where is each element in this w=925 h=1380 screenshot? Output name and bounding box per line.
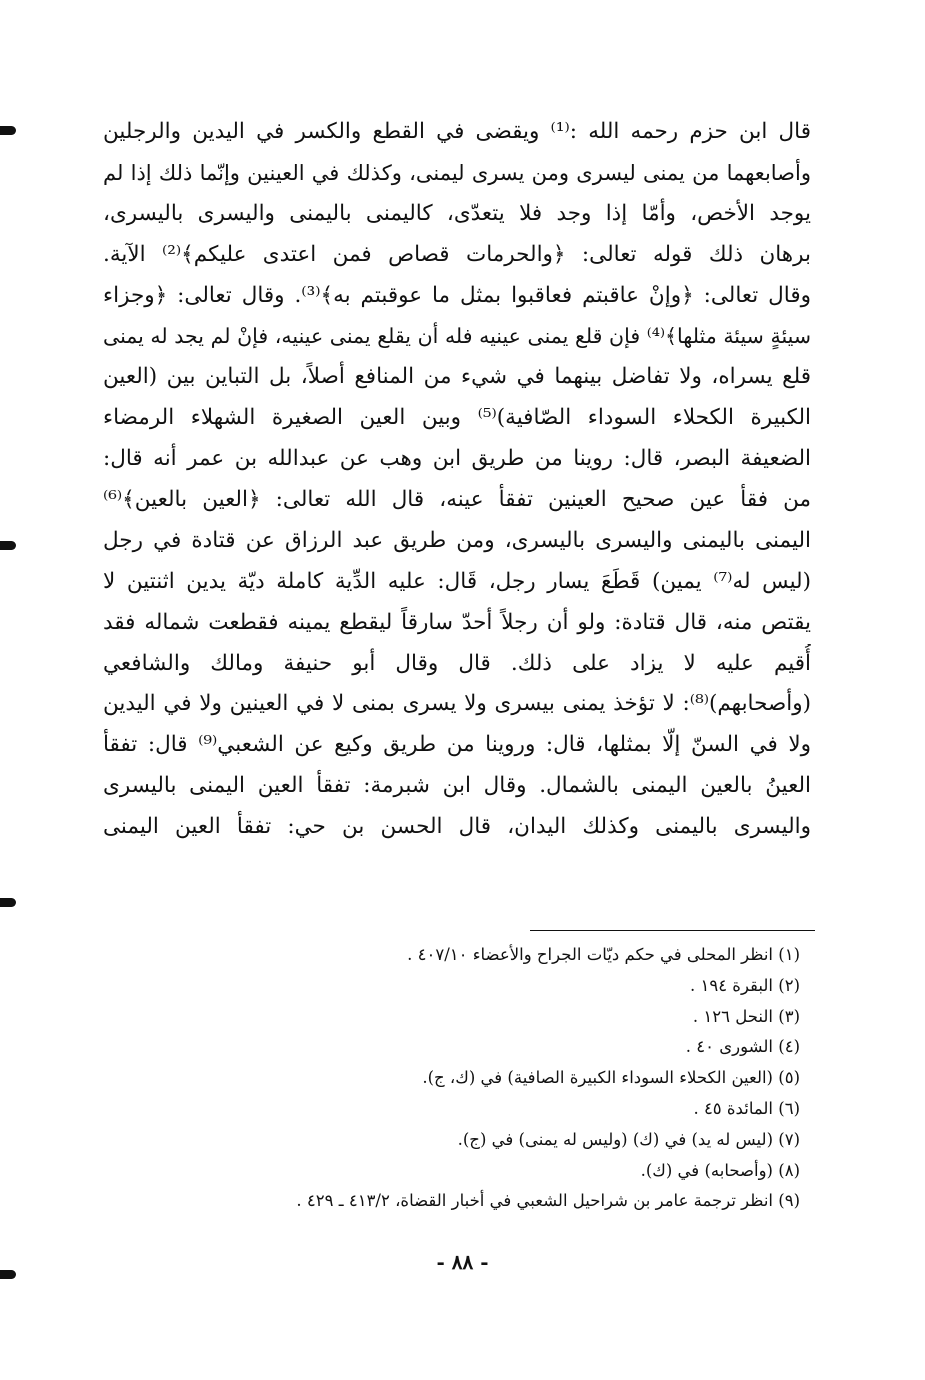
footnote-separator — [530, 930, 815, 931]
main-text — [103, 112, 811, 848]
footnote: (٩) انظر ترجمة عامر بن شراحيل الشعبي في أخبار القضاة، ٤١٣/٢ ـ ٤٢٩ . — [296, 1191, 800, 1211]
text-line: واليسرى باليمنى وكذلك اليدان، قال الحسن بن حي: تفقأ العين اليمنى — [103, 814, 811, 840]
text-line: (ليس له⁽⁷⁾ يمين) قَطَعَ يسار رجل، قَال: عليه الدِّية كاملة ديّة يدين اثنتين لا — [103, 568, 811, 594]
footnote: (٦) المائدة ٤٥ . — [693, 1098, 800, 1118]
text-line: الضعيفة البصر، قال: روينا من طريق ابن وهب عن عبدالله بن عمر أنه قال: — [103, 446, 811, 472]
text-line: قال ابن حزم رحمه الله :⁽¹⁾ ويقضى في القطع والكسر في اليدين والرجلين — [103, 119, 811, 144]
text-line: يوجد الأخص، وأمّا إذا وجد فلا يتعدّى، كاليمنى باليمنى واليسرى باليسرى، — [103, 200, 811, 226]
text-line: وأصابعهما من يمنى ليسرى ومن يسرى ليمنى، وكذلك في العينين وإنّما ذلك إذا لم — [103, 160, 811, 185]
footnote: (٨) (وأصحابه) في (ك). — [640, 1160, 800, 1180]
text-line: سيئةٍ سيئة مثلها﴾⁽⁴⁾ فإن قلع يمنى عينيه فله أن يقلع يمنى عينيه، فإنْ لم يجد له يمنى — [103, 324, 811, 349]
page-number: - ٨٨ - — [436, 1250, 489, 1274]
margin-mark — [0, 541, 16, 550]
footnote: (٥) (العين الكحلاء السوداء الكبيرة الصافية) في (ك، ج). — [422, 1068, 800, 1088]
footnote: (٧) (ليس له يد) في (ك) (وليس له يمنى) في (ج). — [457, 1129, 800, 1149]
text-line: من فقأ عين صحيح العينين تفقأ عينه، قال الله تعالى: ﴿العين بالعين﴾⁽⁶⁾ — [103, 487, 811, 513]
text-line: الكبيرة الكحلاء السوداء الصّافية)⁽⁵⁾ وبين العين الصغيرة الشهلاء الرمضاء — [103, 405, 811, 431]
text-line: وقال تعالى: ﴿وإنْ عاقبتم فعاقبوا بمثل ما عوقبتم به﴾⁽³⁾. وقال تعالى: ﴿وجزاء — [103, 282, 811, 308]
footnote: (٢) البقرة ١٩٤ . — [689, 975, 800, 995]
margin-mark — [0, 898, 16, 907]
text-line: (وأصحابهم)⁽⁸⁾: لا تؤخذ يمنى بيسرى ولا يسرى بمنى لا في العينين ولا في اليدين — [103, 691, 811, 717]
text-line: برهان ذلك قوله تعالى: ﴿والحرمات قصاص فمن اعتدى عليكم﴾⁽²⁾ الآية. — [103, 241, 811, 267]
text-line: يقتص منه، قال قتادة: ولو أن رجلاً أحدّ سارقاً ليقطع يمينه فقطعت شماله فقد — [103, 609, 811, 635]
footnote: (٤) الشورى ٤٠ . — [685, 1037, 800, 1057]
text-line: قلع يسراه، ولا تفاضل بينهما في شيء من المنافع أصلاً، بل التباين بين (العين — [103, 364, 811, 390]
margin-mark — [0, 126, 16, 135]
footnotes — [200, 940, 800, 1217]
footnote: (١) انظر المحلى في حكم ديّات الجراح والأعضاء ٤٠٧/١٠ . — [407, 945, 800, 964]
text-line: العينُ بالعين اليمنى بالشمال. وقال ابن شبرمة: تفقأ العين اليمنى باليسرى — [103, 773, 811, 799]
text-line: ولا في السنّ إلّا بمثلها، قال: وروينا من طريق وكيع عن الشعبي⁽⁹⁾ قال: تفقأ — [103, 732, 811, 758]
text-line: أُقيم عليه لا يزاد على ذلك. قال وقال أبو حنيفة ومالك والشافعي — [103, 650, 811, 676]
text-line: اليمنى باليمنى واليسرى باليسرى، ومن طريق عبد الرزاق عن قتادة في رجل — [103, 527, 811, 553]
footnote: (٣) النحل ١٢٦ . — [692, 1006, 800, 1026]
